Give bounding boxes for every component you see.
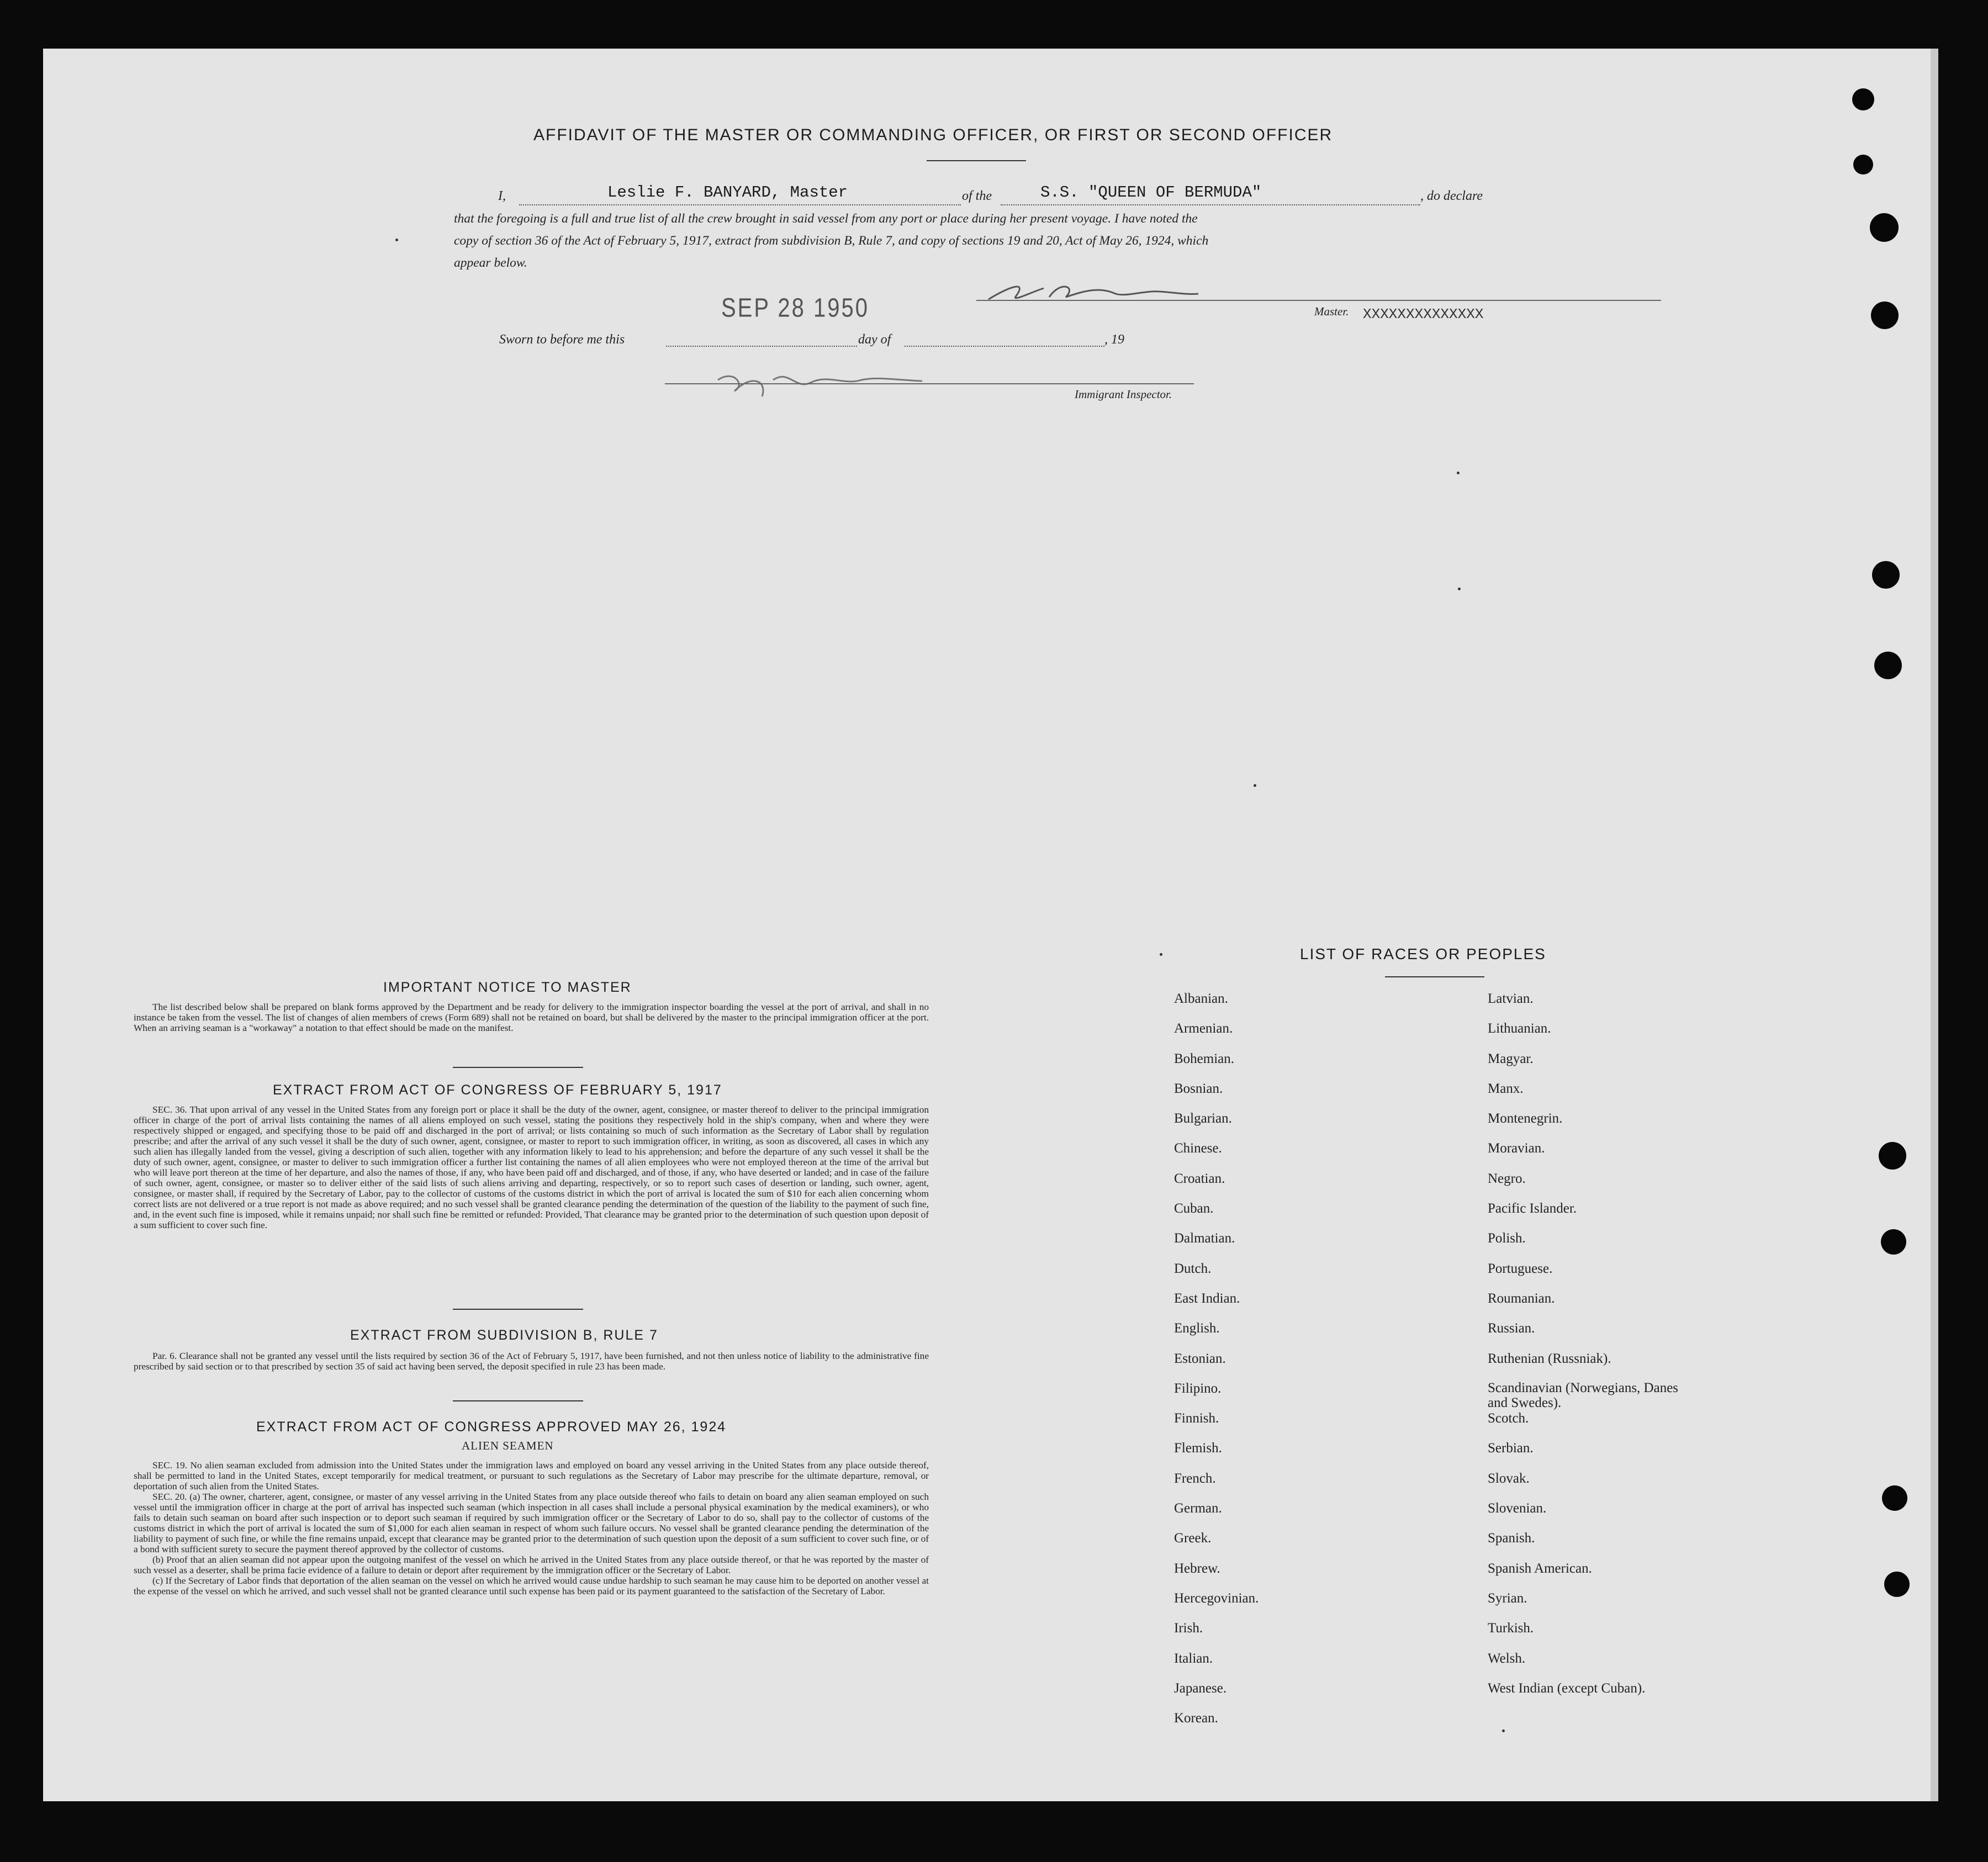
race-item: Magyar.	[1488, 1051, 1534, 1066]
speck	[1254, 784, 1256, 787]
race-item: Pacific Islander.	[1488, 1201, 1577, 1216]
punch-hole	[1874, 652, 1902, 679]
race-item: Estonian.	[1174, 1351, 1226, 1366]
extract-1924-text	[134, 1460, 929, 1596]
race-item: Hebrew.	[1174, 1561, 1220, 1576]
race-item: Welsh.	[1488, 1651, 1526, 1666]
section-36-paragraph: SEC. 36. That upon arrival of any vessel in the United States from any foreign port or place it shall be the duty of the owner, agent, consignee, or master thereof to deliver to the principal immigration officer in charge of the port of arrival lists containing the names of all aliens employed on such vessel, stating the positions they respectively hold in the ship's company, when and where they were respectively shipped or engaged, and specifying those to be paid off and discharged in the port of arrival; or lists containing so much of such information as the Secretary of Labor shall by regulation prescribe; and after the arrival of any such vessel it shall be the duty of such owner, agent, consignee, or master to report to such immigration officer, in writing, as soon as discovered, all cases in which any such alien has illegally landed from the vessel, giving a description of such alien, together with any information likely to lead to his apprehension; and before the departure of any such vessel it shall be the duty of such owner, agent, consignee, or master to deliver to such immigration officer a further list containing the names of all alien employees who were not employed thereon at the time of the arrival but who will leave port thereon at the time of her departure, and also the names of those, if any, who have been paid off and discharged, and of those, if any, who have deserted or landed; and in case of the failure of such owner, agent, consignee, or master so to deliver either of the said lists of such aliens arriving and departing, respectively, or so to report such cases of desertion or landing, such owner, agent, consignee, or master shall, if required by the Secretary of Labor, pay to the collector of customs of the customs district in which the port of arrival is located the sum of $10 for each alien concerning whom correct lists are not delivered or a true report is not made as above required; and no such vessel shall be granted clearance pending the determination of the question of the liability to the payment of such fine, and, in the event such fine is imposed, while it remains unpaid; nor shall such fine be remitted or refunded: Provided, That clearance may be granted prior to the determination of such question upon deposit of a sum sufficient to cover such fine.	[134, 1104, 929, 1230]
alien-seamen-subtitle: ALIEN SEAMEN	[462, 1439, 554, 1452]
race-item: Spanish.	[1488, 1531, 1535, 1546]
master-signature	[977, 275, 1242, 308]
race-item: East Indian.	[1174, 1290, 1240, 1306]
punch-hole	[1884, 1572, 1910, 1597]
races-title: LIST OF RACES OR PEOPLES	[1300, 945, 1546, 962]
sworn-month-line	[905, 346, 1104, 347]
punch-hole	[1872, 561, 1900, 589]
race-item: Croatian.	[1174, 1171, 1225, 1186]
vessel-name: S.S. "QUEEN OF BERMUDA"	[1040, 183, 1262, 202]
section-rule	[453, 1309, 583, 1310]
punch-hole	[1871, 301, 1899, 329]
section-rule	[453, 1400, 583, 1401]
race-item: Chinese.	[1174, 1141, 1222, 1156]
race-item: German.	[1174, 1501, 1222, 1516]
race-item: Japanese.	[1174, 1680, 1227, 1696]
race-item: Armenian.	[1174, 1021, 1233, 1036]
declaration-line-2: that the foregoing is a full and true list of all the crew brought in said vessel from any port or place during her present voyage. I have noted the	[454, 211, 1198, 226]
speck	[1502, 1729, 1505, 1732]
race-item: Korean.	[1174, 1711, 1218, 1726]
race-item: Finnish.	[1174, 1411, 1219, 1426]
rule-7-title: EXTRACT FROM SUBDIVISION B, RULE 7	[350, 1327, 658, 1343]
notice-title: IMPORTANT NOTICE TO MASTER	[383, 980, 632, 995]
rule-7-text	[134, 1351, 929, 1372]
punch-hole	[1852, 88, 1874, 110]
extract-1917-text	[134, 1104, 929, 1230]
race-item: Italian.	[1174, 1651, 1213, 1666]
master-struck-text: XXXXXXXXXXXXXX	[1363, 306, 1484, 322]
race-item: Manx.	[1488, 1081, 1524, 1096]
date-stamp: SEP 28 1950	[721, 293, 870, 323]
race-item: Flemish.	[1174, 1441, 1222, 1456]
race-item: Roumanian.	[1488, 1290, 1555, 1306]
speck	[1160, 953, 1162, 956]
extract-1924-title: EXTRACT FROM ACT OF CONGRESS APPROVED MAY 26, 1924	[256, 1419, 727, 1435]
speck	[1458, 588, 1461, 590]
race-item: Spanish American.	[1488, 1561, 1592, 1576]
inspector-label: Immigrant Inspector.	[1075, 388, 1172, 401]
section-rule	[453, 1067, 583, 1068]
name-line	[519, 204, 961, 205]
race-item: Slovenian.	[1488, 1501, 1547, 1516]
master-label: Master.	[1314, 305, 1349, 318]
race-item: Cuban.	[1174, 1201, 1214, 1216]
page-edge	[1931, 49, 1938, 1801]
section-20c-paragraph: (c) If the Secretary of Labor finds that deportation of the alien seaman on the vessel on which he arrived would cause undue hardship to such seaman he may cause him to be deported on another vessel at the expense of the vessel on which he arrived, and such vessel shall not be granted clearance until such expense has been paid or its payment guaranteed to the satisfaction of the Secretary of Labor.	[134, 1575, 929, 1596]
punch-hole	[1881, 1229, 1906, 1255]
day-of-label: day of	[858, 332, 891, 347]
of-the-label: of the	[962, 189, 992, 203]
master-signature-line	[976, 300, 1661, 301]
race-item: Ruthenian (Russniak).	[1488, 1351, 1611, 1366]
race-item: West Indian (except Cuban).	[1488, 1680, 1646, 1696]
title-rule	[927, 160, 1026, 161]
sworn-day-line	[666, 346, 857, 347]
race-item: Turkish.	[1488, 1621, 1534, 1636]
officer-name: Leslie F. BANYARD, Master	[607, 183, 848, 202]
affidavit-title: AFFIDAVIT OF THE MASTER OR COMMANDING OFFICER, OR FIRST OR SECOND OFFICER	[533, 126, 1333, 144]
declaration-line-4: appear below.	[454, 256, 527, 270]
race-item: Moravian.	[1488, 1141, 1545, 1156]
race-item: Montenegrin.	[1488, 1111, 1563, 1126]
races-title-rule	[1385, 976, 1484, 977]
do-declare-label: , do declare	[1420, 189, 1483, 203]
race-item: Serbian.	[1488, 1441, 1534, 1456]
races-left-column	[1174, 991, 1259, 1740]
punch-hole	[1879, 1142, 1906, 1170]
notice-text	[134, 1002, 929, 1033]
race-item: Bulgarian.	[1174, 1111, 1232, 1126]
race-item: Russian.	[1488, 1321, 1535, 1336]
inspector-signature	[712, 363, 944, 402]
vessel-line	[1001, 204, 1420, 205]
race-item: English.	[1174, 1321, 1220, 1336]
race-item: Greek.	[1174, 1531, 1212, 1546]
speck	[1457, 472, 1460, 474]
section-20a-paragraph: SEC. 20. (a) The owner, charterer, agent, consignee, or master of any vessel arriving in the United States from any place outside thereof who fails to detain on board any alien seaman employed on such vessel until the immigration officer in charge at the port of arrival has inspected such seaman (which inspection in all cases shall include a personal physical examination by the medical examiners), or who fails to detain such seaman on board after such inspection or to deport such seaman if required by such immigration officer or the Secretary of Labor to do so, shall pay to the collector of customs of the customs district in which the port of arrival is located the sum of $1,000 for each alien seaman in respect of whom such failure occurs. No vessel shall be granted clearance pending the determination of the liability to payment of such fine, or while the fine remains unpaid, except that clearance may be granted prior to the determination of such question upon the deposit of a sum sufficient to cover such fine, or of a bond with sufficient surety to secure the payment thereof approved by the collector of customs.	[134, 1491, 929, 1554]
section-20b-paragraph: (b) Proof that an alien seaman did not appear upon the outgoing manifest of the vessel on which he arrived in the United States from any place outside thereof, or that he was reported by the master of such vessel as a deserter, shall be prima facie evidence of a failure to detain or deport after requirement by the immigration officer or the Secretary of Labor.	[134, 1554, 929, 1575]
punch-hole	[1882, 1485, 1907, 1511]
sworn-label: Sworn to before me this	[499, 332, 625, 347]
section-19-paragraph: SEC. 19. No alien seaman excluded from admission into the United States under the immigration laws and employed on board any vessel arriving in the United States from any place outside thereof, shall be permitted to land in the United States, except temporarily for medical treatment, or pursuant to such regulations as the Secretary of Labor may prescribe for the ultimate departure, removal, or deportation of such alien from the United States.	[134, 1460, 929, 1491]
notice-paragraph: The list described below shall be prepared on blank forms approved by the Department and be ready for delivery to the immigration inspector boarding the vessel at the port of arrival, and shall in no instance be taken from the vessel. The list of changes of alien members of crews (Form 689) shall not be retained on board, but shall be delivered by the master to the principal immigration officer at the port. When an arriving seaman is a "workaway" a notation to that effect should be made on the manifest.	[134, 1002, 929, 1033]
race-item: French.	[1174, 1470, 1216, 1486]
punch-hole	[1853, 155, 1873, 174]
year-label: , 19	[1104, 332, 1124, 347]
race-item: Albanian.	[1174, 991, 1228, 1006]
i-label: I,	[498, 189, 506, 203]
race-item: Dutch.	[1174, 1261, 1212, 1276]
race-item: Hercegovinian.	[1174, 1590, 1259, 1606]
paragraph-6: Par. 6. Clearance shall not be granted any vessel until the lists required by section 36 of the Act of February 5, 1917, have been furnished, and not then unless notice of liability to the administrative fine prescribed by said section or to that prescribed by section 35 of said act having been served, the deposit specified in rule 23 has been made.	[134, 1351, 929, 1372]
speck	[395, 239, 398, 241]
race-item: Portuguese.	[1488, 1261, 1553, 1276]
declaration-line-3: copy of section 36 of the Act of February 5, 1917, extract from subdivision B, Rule 7, and copy of sections 19 and 20, Act of May 26, 1924, which	[454, 234, 1209, 248]
race-item: Filipino.	[1174, 1380, 1222, 1396]
race-item: Lithuanian.	[1488, 1021, 1551, 1036]
inspector-signature-line	[665, 383, 1194, 384]
race-item: Bosnian.	[1174, 1081, 1223, 1096]
race-item: Irish.	[1174, 1621, 1203, 1636]
race-item: Scotch.	[1488, 1411, 1529, 1426]
punch-hole	[1870, 213, 1899, 242]
races-right-column	[1488, 991, 1686, 1710]
race-item: Latvian.	[1488, 991, 1534, 1006]
race-item: Polish.	[1488, 1231, 1526, 1246]
race-item: Syrian.	[1488, 1590, 1527, 1606]
race-item: Slovak.	[1488, 1470, 1530, 1486]
race-item: Dalmatian.	[1174, 1231, 1235, 1246]
extract-1917-title: EXTRACT FROM ACT OF CONGRESS OF FEBRUARY 5, 1917	[273, 1082, 722, 1098]
race-item: Negro.	[1488, 1171, 1526, 1186]
race-item: Scandinavian (Norwegians, Danes and Swedes).	[1488, 1380, 1679, 1410]
race-item: Bohemian.	[1174, 1051, 1235, 1066]
